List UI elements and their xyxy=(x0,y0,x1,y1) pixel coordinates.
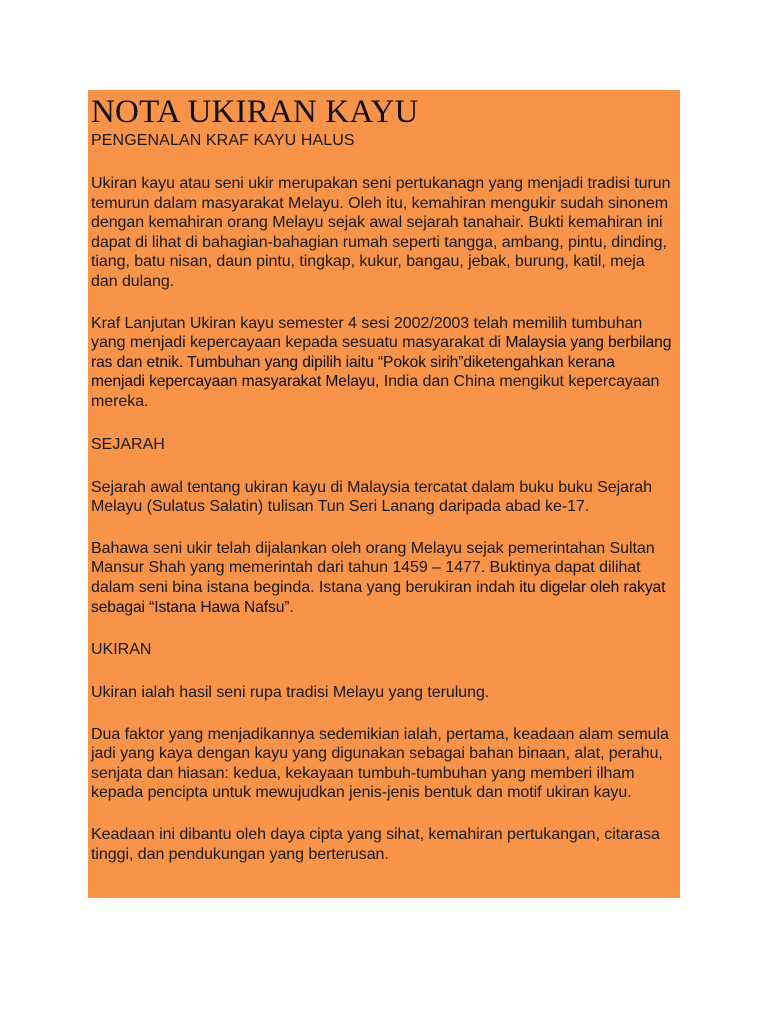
document-subtitle: PENGENALAN KRAF KAYU HALUS xyxy=(91,132,355,149)
sejarah-paragraph-2-part-3: . xyxy=(289,598,294,616)
document-title: NOTA UKIRAN KAYU xyxy=(91,94,419,130)
sejarah-paragraph-2 xyxy=(91,539,672,617)
ukiran-paragraph-1: Ukiran ialah hasil seni rupa tradisi Melayu yang terulung. xyxy=(91,684,490,702)
sejarah-paragraph-2-part-1: Bahawa seni ukir telah dijalankan oleh orang Melayu sejak pemerintahan Sultan Mansur Shah yang memerintah dari tahun 1459 – 1477. Buktinya dapat dilihat dalam seni bina istana beginda. Istana yang berukiran indah xyxy=(91,539,655,596)
sejarah-paragraph-1: Sejarah awal tentang ukiran kayu di Malaysia tercatat dalam buku buku Sejarah Melayu (Sulatus Salatin) tulisan Tun Seri Lanang daripada abad ke-17. xyxy=(91,478,652,516)
intro-paragraph: Ukiran kayu atau seni ukir merupakan seni pertukanagn yang menjadi tradisi turun temurun dalam masyarakat Melayu. Oleh itu, kemahiran mengukir sudah sinonem dengan kemahiran orang Melayu sejak awal sejarah tanahair. Bukti kemahiran ini dapat di lihat di bahagian-bahagian rumah seperti tangga, ambang, pintu, dinding, tiang, batu nisan, daun pintu, tingkap, kukur, bangau, jebak, burung, katil, meja dan dulang. xyxy=(91,175,671,290)
sejarah-heading: SEJARAH xyxy=(91,435,165,453)
kraf-paragraph xyxy=(91,314,672,412)
kraf-paragraph-part-3: India dan China mengikut kepercayaan mereka. xyxy=(91,373,660,410)
ukiran-heading: UKIRAN xyxy=(91,641,152,659)
sejarah-paragraph-2-emphasis: itu digelar oleh rakyat sebagai “Istana Hawa Nafsu” xyxy=(91,578,666,616)
kraf-paragraph-emphasis: Malaysia yang berbilang ras dan etnik. Tumbuhan yang dipilih iaitu “Pokok sirih”diketengahkan kerana menjadi kepercayaan masyarakat Melayu, xyxy=(91,334,672,391)
ukiran-paragraph-3: Keadaan ini dibantu oleh daya cipta yang sihat, kemahiran pertukangan, citarasa tinggi, dan pendukungan yang berterusan. xyxy=(91,826,660,863)
kraf-paragraph-part-1: Kraf Lanjutan Ukiran kayu semester 4 sesi 2002/2003 telah memilih tumbuhan yang menjadi kepercayaan kepada sesuatu masyarakat di xyxy=(91,314,643,352)
ukiran-paragraph-2: Dua faktor yang menjadikannya sedemikian ialah, pertama, keadaan alam semula jadi yang kaya dengan kayu yang digunakan sebagai bahan binaan, alat, perahu, senjata dan hiasan: kedua, kekayaan tumbuh-tumbuhan yang memberi ilham kepada pencipta untuk mewujudkan jenis-jenis bentuk dan motif ukiran kayu. xyxy=(91,725,669,802)
document-block xyxy=(88,90,680,898)
